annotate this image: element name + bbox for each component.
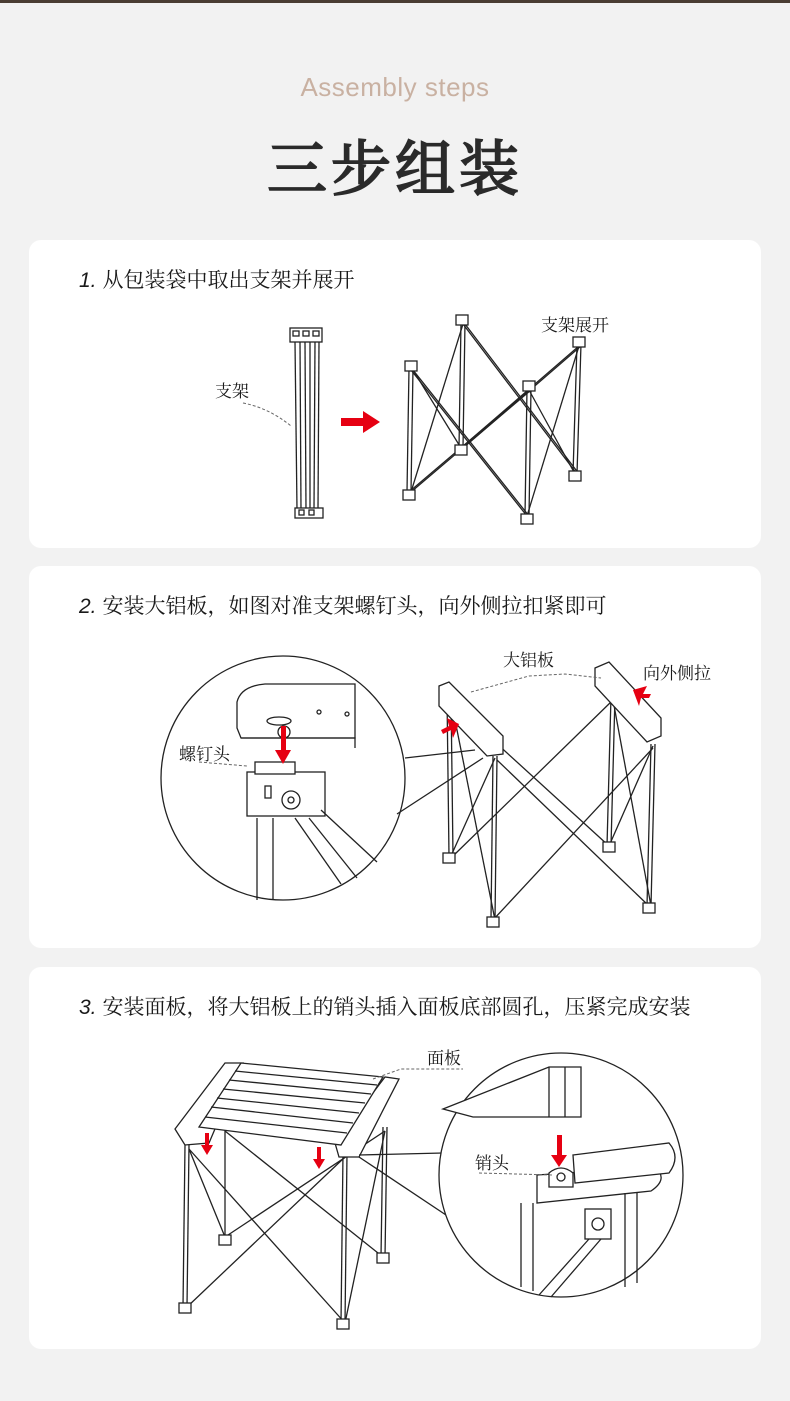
- label-aluminum-plate: 大铝板: [503, 651, 554, 671]
- label-pin: 销头: [475, 1154, 509, 1174]
- unfolded-frame: [403, 315, 585, 524]
- folded-frame: [290, 328, 323, 518]
- step-1-illustration: [29, 240, 761, 548]
- step-card-1: [29, 240, 761, 548]
- label-frame-unfolded: 支架展开: [541, 316, 609, 336]
- label-panel: 面板: [427, 1049, 461, 1069]
- frame-leader: [243, 403, 291, 426]
- step-3-number: 3.: [79, 996, 97, 1019]
- page-subtitle: Assembly steps: [300, 72, 490, 102]
- frame-with-plates: [439, 662, 661, 927]
- step-card-2: [29, 566, 761, 948]
- label-screw-head: 螺钉头: [179, 745, 230, 765]
- step-2-illustration: [29, 566, 761, 948]
- label-frame: 支架: [215, 382, 249, 402]
- plate-leader: [471, 674, 601, 692]
- page-title: 三步组装: [267, 135, 523, 205]
- step-2-number: 2.: [79, 595, 97, 618]
- red-arrow-icon: [341, 411, 380, 433]
- assembled-table: [175, 1063, 399, 1329]
- step-2-text: 安装大铝板，如图对准支架螺钉头，向外侧拉扣紧即可: [102, 594, 607, 618]
- top-divider: [0, 0, 790, 3]
- step-3-illustration: [29, 967, 761, 1349]
- step-1-number: 1.: [79, 269, 97, 292]
- label-pull-outward: 向外侧拉: [643, 664, 711, 684]
- step-card-3: [29, 967, 761, 1349]
- step-1-text: 从包装袋中取出支架并展开: [102, 268, 355, 292]
- step-3-text: 安装面板，将大铝板上的销头插入面板底部圆孔，压紧完成安装: [102, 995, 691, 1019]
